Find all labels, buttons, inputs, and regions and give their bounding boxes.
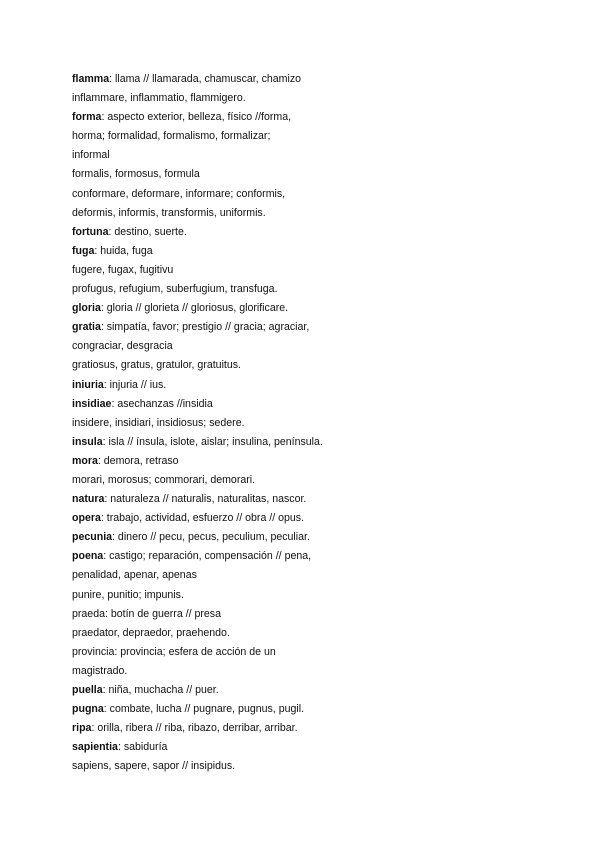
glossary-line xyxy=(72,681,372,700)
entry-text: gratiosus, gratus, gratulor, gratuitus. xyxy=(72,359,241,372)
entry-text: : asechanzas //insidia xyxy=(111,397,213,410)
entry-headword: puella xyxy=(72,684,103,696)
entry-headword: fortuna xyxy=(72,225,109,238)
entry-text: inflammare, inflammatio, flammigero. xyxy=(72,92,246,105)
glossary-line xyxy=(72,108,372,127)
entry-text: : llama // llamarada, chamuscar, chamizo xyxy=(109,73,302,85)
entry-text: : combate, lucha // pugnare, pugnus, pugil. xyxy=(103,703,305,716)
glossary-line xyxy=(72,165,372,184)
glossary-line xyxy=(72,185,372,204)
entry-headword: insidiae xyxy=(72,397,112,410)
glossary-line xyxy=(72,242,372,261)
glossary-line xyxy=(72,471,372,490)
entry-headword: sapientia xyxy=(72,741,118,754)
entry-text: fugere, fugax, fugitivu xyxy=(72,263,174,276)
entry-text: : demora, retraso xyxy=(97,454,179,467)
entry-text: profugus, refugium, suberfugium, transfuga. xyxy=(72,283,278,296)
entry-text: provincia: provincia; esfera de acción de un xyxy=(72,645,276,658)
glossary-line xyxy=(72,414,372,433)
glossary-line xyxy=(72,280,372,299)
entry-text: praeda: botín de guerra // presa xyxy=(72,607,222,620)
glossary-line xyxy=(72,299,372,318)
entry-text: morari, morosus; commorari, demorari. xyxy=(72,473,256,486)
entry-text: sapiens, sapere, sapor // insipidus. xyxy=(72,760,236,773)
glossary-line xyxy=(72,146,372,165)
entry-text: magistrado. xyxy=(72,664,128,677)
glossary-line xyxy=(72,127,372,146)
entry-text: : dinero // pecu, pecus, peculium, peculiar. xyxy=(112,531,310,544)
entry-text: : huida, fuga xyxy=(94,244,153,257)
glossary-line xyxy=(72,70,372,89)
entry-text: : injuria // ius. xyxy=(103,378,167,391)
entry-headword: natura xyxy=(72,493,105,506)
glossary-line xyxy=(72,547,372,566)
entry-headword: pugna xyxy=(72,703,104,716)
entry-text: : simpatía, favor; prestigio // gracia; agraciar, xyxy=(100,321,310,334)
entry-text: : trabajo, actividad, esfuerzo // obra // opus. xyxy=(100,512,305,525)
entry-text: : isla // ínsula, islote, aislar; insulina, península. xyxy=(102,435,323,448)
entry-text: : destino, suerte. xyxy=(108,225,187,238)
glossary-line xyxy=(72,757,372,776)
entry-text: praedator, depraedor, praehendo. xyxy=(72,626,230,639)
entry-text: : gloria // glorieta // gloriosus, glorificare. xyxy=(100,302,289,315)
glossary-line xyxy=(72,700,372,719)
glossary-line xyxy=(72,204,372,223)
entry-text: punire, punitio; impunis. xyxy=(72,588,184,601)
glossary-line xyxy=(72,738,372,757)
glossary-line xyxy=(72,528,372,547)
glossary-line xyxy=(72,356,372,375)
entry-headword: poena xyxy=(72,550,104,563)
glossary-page xyxy=(72,70,372,776)
entry-text: conformare, deformare, informare; conformis, xyxy=(72,187,286,200)
entry-headword: opera xyxy=(72,512,101,525)
glossary-line xyxy=(72,223,372,242)
glossary-line xyxy=(72,89,372,108)
entry-text: formalis, formosus, formula xyxy=(72,168,200,181)
entry-text: insidere, insidiari, insidiosus; sedere. xyxy=(72,416,245,429)
glossary-line xyxy=(72,566,372,585)
glossary-line xyxy=(72,452,372,471)
entry-text: informal xyxy=(72,149,110,162)
entry-text: horma; formalidad, formalismo, formalizar; xyxy=(72,130,271,143)
entry-headword: mora xyxy=(72,454,98,467)
entry-headword: forma xyxy=(72,111,102,124)
glossary-line xyxy=(72,337,372,356)
glossary-line xyxy=(72,586,372,605)
glossary-line xyxy=(72,624,372,643)
glossary-line xyxy=(72,490,372,509)
entry-text: : sabiduría xyxy=(117,741,168,754)
glossary-line xyxy=(72,719,372,738)
entry-headword: iniuria xyxy=(72,378,104,391)
entry-headword: pecunia xyxy=(72,531,113,544)
glossary-line xyxy=(72,605,372,624)
entry-headword: gloria xyxy=(72,302,101,315)
entry-text: deformis, informis, transformis, uniformis. xyxy=(72,206,266,219)
glossary-line xyxy=(72,509,372,528)
glossary-line xyxy=(72,376,372,395)
glossary-line xyxy=(72,395,372,414)
glossary-line xyxy=(72,643,372,662)
entry-text: : castigo; reparación, compensación // pena, xyxy=(103,550,312,563)
entry-headword: insula xyxy=(72,435,103,448)
glossary-line xyxy=(72,318,372,337)
entry-headword: fuga xyxy=(72,244,95,257)
entry-text: : orilla, ribera // riba, ribazo, derribar, arribar. xyxy=(91,722,298,735)
entry-text: : naturaleza // naturalis, naturalitas, nascor. xyxy=(104,493,307,506)
entry-text: penalidad, apenar, apenas xyxy=(72,569,197,582)
entry-text: : niña, muchacha // puer. xyxy=(102,684,219,696)
glossary-line xyxy=(72,261,372,280)
entry-text: : aspecto exterior, belleza, físico //forma, xyxy=(101,111,292,124)
entry-headword: gratia xyxy=(72,321,101,334)
entry-headword: ripa xyxy=(72,722,92,735)
glossary-line xyxy=(72,662,372,681)
entry-headword: flamma xyxy=(72,73,110,85)
entry-text: congraciar, desgracia xyxy=(72,340,173,353)
glossary-line xyxy=(72,433,372,452)
